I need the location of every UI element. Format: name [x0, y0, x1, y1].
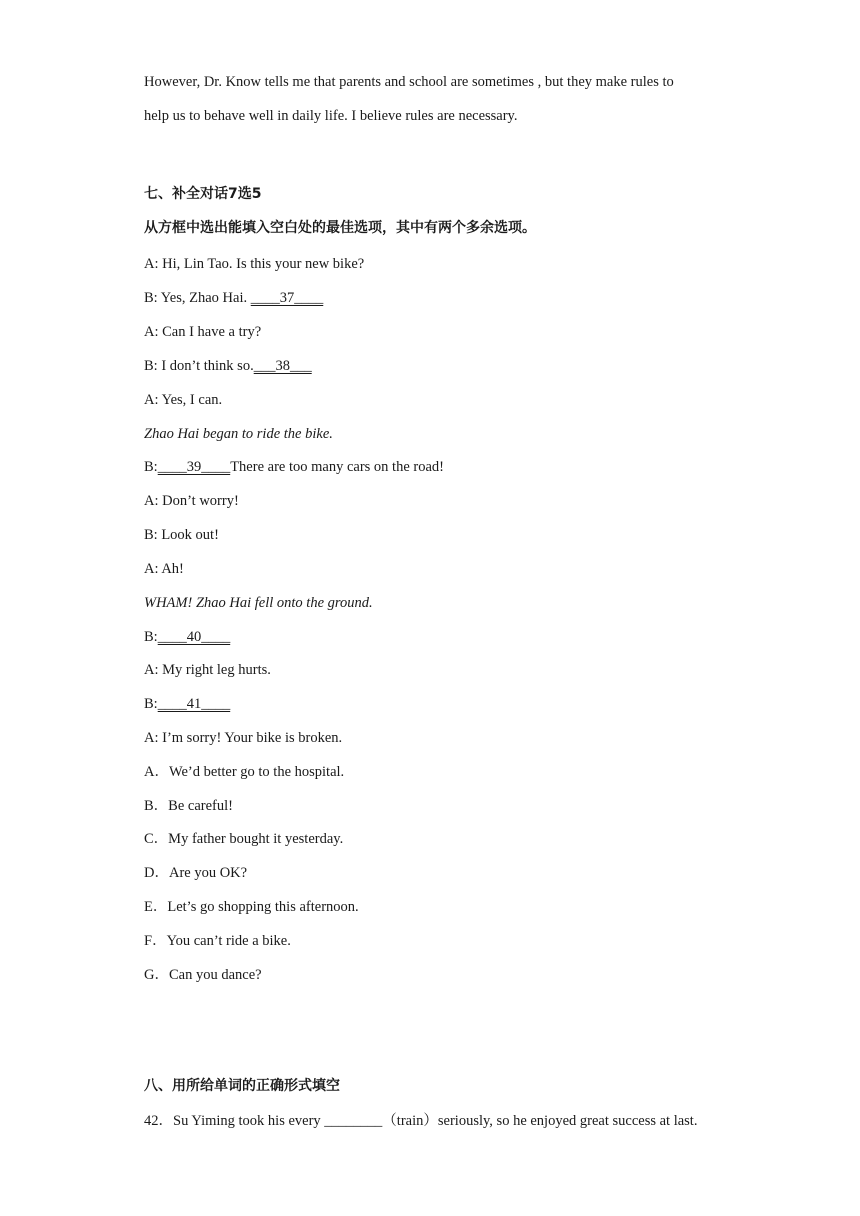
dialogue-line-39 — [144, 457, 444, 477]
narration-line: WHAM! Zhao Hai fell onto the ground. — [144, 595, 373, 611]
dialogue-line: A: Yes, I can. — [144, 392, 223, 408]
dialogue-pre: B: — [144, 459, 158, 475]
section-8-title: 八、用所给单词的正确形式填空 — [144, 1078, 340, 1094]
option-c: C．My father bought it yesterday. — [144, 831, 344, 847]
dialogue-line: A: Hi, Lin Tao. Is this your new bike? — [144, 256, 365, 272]
narration-line: Zhao Hai began to ride the bike. — [144, 426, 333, 442]
blank-38: ___38___ — [253, 358, 312, 374]
dialogue-post: There are too many cars on the road! — [230, 459, 444, 475]
option-a: A．We’d better go to the hospital. — [144, 764, 345, 780]
dialogue-line: A: Don’t worry! — [144, 493, 239, 509]
dialogue-pre: B: — [144, 629, 158, 645]
dialogue-pre: B: I don’t think so. — [144, 358, 254, 374]
dialogue-line-38 — [144, 356, 312, 376]
dialogue-line: A: Can I have a try? — [144, 324, 262, 340]
blank-40: ____40____ — [157, 629, 231, 645]
dialogue-line-37 — [144, 288, 323, 308]
dialogue-pre: B: — [144, 696, 158, 712]
dialogue-line-41 — [144, 694, 230, 714]
option-e: E．Let’s go shopping this afternoon. — [144, 899, 359, 915]
section-7-instruction: 从方框中选出能填入空白处的最佳选项，其中有两个多余选项。 — [144, 220, 536, 236]
dialogue-pre: B: Yes, Zhao Hai. — [144, 290, 251, 306]
option-f: F．You can’t ride a bike. — [144, 933, 291, 949]
section-7-title: 七、补全对话7选5 — [144, 186, 262, 202]
intro-line-2: help us to behave well in daily life. I believe rules are necessary. — [144, 108, 518, 124]
dialogue-line: B: Look out! — [144, 527, 219, 543]
option-b: B．Be careful! — [144, 798, 233, 814]
dialogue-line-40 — [144, 627, 230, 647]
question-42: 42．Su Yiming took his every ________（train）seriously, so he enjoyed great success at last. — [144, 1113, 698, 1129]
option-g: G．Can you dance? — [144, 967, 262, 983]
dialogue-line: A: My right leg hurts. — [144, 662, 271, 678]
dialogue-line: A: I’m sorry! Your bike is broken. — [144, 730, 343, 746]
blank-41: ____41____ — [157, 696, 231, 712]
intro-line-1: However, Dr. Know tells me that parents and school are sometimes , but they make rules to — [144, 74, 674, 90]
dialogue-line: A: Ah! — [144, 561, 184, 577]
option-d: D．Are you OK? — [144, 865, 248, 881]
blank-37: ____37____ — [250, 290, 324, 306]
blank-39: ____39____ — [157, 459, 231, 475]
